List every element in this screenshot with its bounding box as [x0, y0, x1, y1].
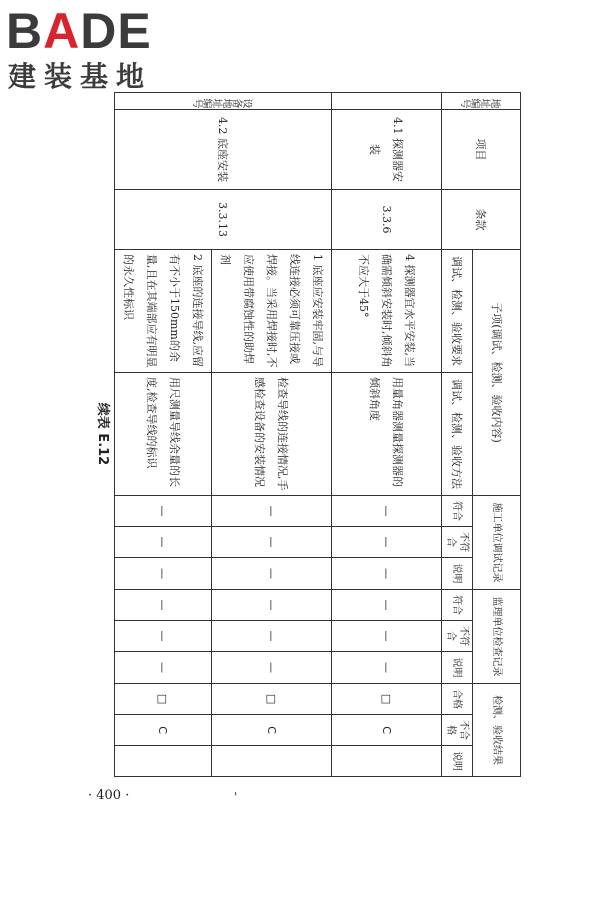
page-number: · 400 · [88, 788, 130, 803]
sidebar-address: 设备地址编号 [115, 93, 332, 110]
sup-conform-cell: — [332, 590, 442, 621]
header-construction: 施工单位调试记录 [473, 496, 521, 590]
con-nonconform-cell: — [115, 527, 212, 558]
sup-nonconform-cell: — [115, 621, 212, 652]
header-res-note: 说明 [442, 746, 473, 777]
header-row-1 [473, 93, 521, 777]
header-sup-conform: 符合 [442, 590, 473, 621]
con-conform-cell: — [115, 496, 212, 527]
res-note-cell [212, 746, 332, 777]
stray-mark: ' [234, 790, 238, 804]
requirement-cell: 2 底座的连接导线,应留有不小于150mm的余量,且在其端部应有明显的永久性标识 [115, 250, 212, 373]
header-con-note: 说明 [442, 558, 473, 590]
method-cell: 用尺测量导线余量的长度,检查导线的标识 [115, 373, 212, 496]
con-note-cell: — [115, 558, 212, 590]
sup-note-cell: — [212, 652, 332, 684]
logo-wordmark: BADE [6, 3, 152, 59]
sup-note-cell: — [115, 652, 212, 684]
bade-logo [6, 3, 176, 96]
item-cell: 4.1 探测器安装 [332, 110, 442, 190]
header-sup-note: 说明 [442, 652, 473, 684]
logo-tagline: 建装基地 [8, 60, 153, 93]
con-note-cell: — [212, 558, 332, 590]
sup-nonconform-cell: — [332, 621, 442, 652]
con-conform-cell: — [212, 496, 332, 527]
res-note-cell [332, 746, 442, 777]
con-conform-cell: — [332, 496, 442, 527]
inspection-table [114, 92, 521, 777]
rotated-page [61, 92, 521, 776]
header-res-fail: 不合格 [442, 715, 473, 746]
requirement-cell: 1 底座应安装牢固,与导线连接必须可靠压接或焊接。当采用焊接时,不应使用带腐蚀性的助焊剂 [212, 250, 332, 373]
item-cell: 4.2 底座安装 [115, 110, 332, 190]
header-requirement: 调试、检测、验收要求 [442, 250, 473, 373]
header-con-nonconform: 不符合 [442, 527, 473, 558]
clause-cell: 3.3.6 [332, 190, 442, 250]
clause-cell: 3.3.13 [115, 190, 332, 250]
res-pass-checkbox[interactable]: □ [115, 684, 212, 715]
sup-conform-cell: — [115, 590, 212, 621]
res-fail-mark: C [115, 715, 212, 746]
header-method: 调试、检测、验收方法 [442, 373, 473, 496]
sup-note-cell: — [332, 652, 442, 684]
table-caption: 续表 E.12 [95, 402, 110, 466]
method-cell: 用量角器测量探测器的倾斜角度 [332, 373, 442, 496]
con-nonconform-cell: — [212, 527, 332, 558]
res-note-cell [115, 746, 212, 777]
sup-nonconform-cell: — [212, 621, 332, 652]
table-row [332, 93, 442, 777]
res-fail-mark: C [332, 715, 442, 746]
res-pass-checkbox[interactable]: □ [212, 684, 332, 715]
con-nonconform-cell: — [332, 527, 442, 558]
header-res-pass: 合格 [442, 684, 473, 715]
table-row [212, 93, 332, 777]
header-clause: 条款 [442, 190, 521, 250]
con-note-cell: — [332, 558, 442, 590]
res-fail-mark: C [212, 715, 332, 746]
method-cell: 检查导线的连接情况,手感检查设备的安装情况 [212, 373, 332, 496]
header-con-conform: 符合 [442, 496, 473, 527]
header-supervision: 监理单位检查记录 [473, 590, 521, 684]
address-cell [332, 93, 442, 110]
header-item: 项目 [442, 110, 521, 190]
header-sup-nonconform: 不符合 [442, 621, 473, 652]
requirement-cell: 4 探测器宜水平安装,当确需倾斜安装时,倾斜角不应大于45° [332, 250, 442, 373]
header-result: 检测、验收结果 [473, 684, 521, 777]
sup-conform-cell: — [212, 590, 332, 621]
header-sub-item: 子项(调试、检测、验收内容) [473, 250, 521, 496]
res-pass-checkbox[interactable]: □ [332, 684, 442, 715]
header-address: 地址编号 [442, 93, 521, 110]
